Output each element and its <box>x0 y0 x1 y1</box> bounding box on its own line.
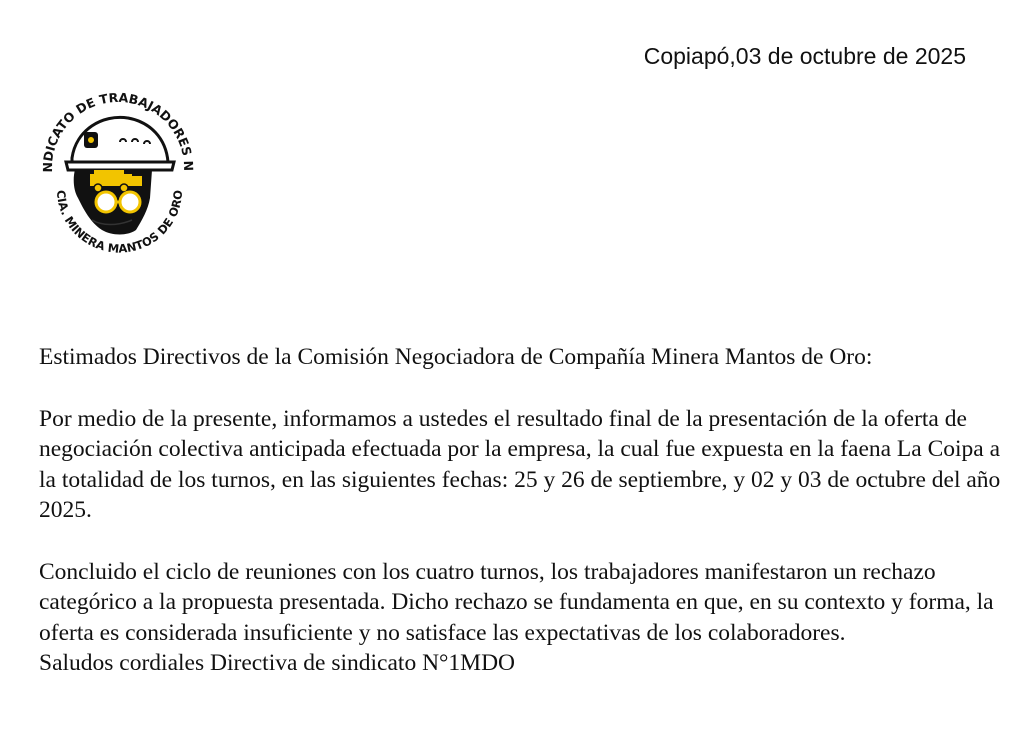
salutation: Estimados Directivos de la Comisión Negociadora de Compañía Minera Mantos de Oro: <box>39 344 873 370</box>
closing-line: Saludos cordiales Directiva de sindicato N°1MDO <box>39 650 516 676</box>
date-line: Copiapó,03 de octubre de 2025 <box>643 43 966 69</box>
union-logo <box>32 70 200 260</box>
logo-top-arc-text: NDICATO DE TRABAJADORES N <box>39 89 197 173</box>
letter-body <box>39 342 1014 679</box>
miner-icon <box>66 117 174 234</box>
paragraph-rejection: Concluido el ciclo de reuniones con los cuatro turnos, los trabajadores manifestaron un rechazo categórico a la propuesta presentada. Dicho rechazo se fundamenta en que, en su contexto y forma, la oferta es considerada insuficiente y no satisface las expectativas de los colaboradores. <box>39 558 994 646</box>
paragraph-results: Por medio de la presente, informamos a ustedes el resultado final de la presentación de la oferta de negociación colectiva anticipada efectuada por la empresa, la cual fue expuesta en la faena La Coipa a la totalidad de los turnos, en las siguientes fechas: 25 y 26 de septiembre, y 02 y 03 de octubre del año 2025. <box>39 405 1001 523</box>
logo-bottom-arc-text: CIA. MINERA MANTOS DE ORO <box>53 189 186 256</box>
